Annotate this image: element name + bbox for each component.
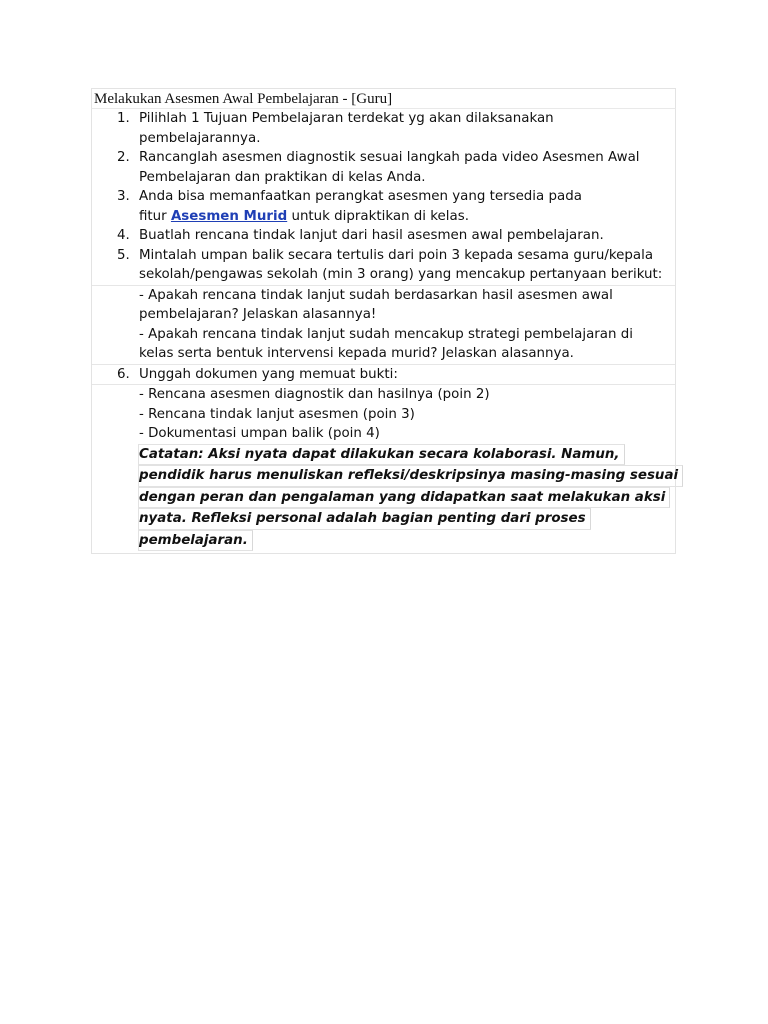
evidence-line: - Rencana asesmen diagnostik dan hasilnya (poin 2) — [139, 387, 490, 402]
list-item-1 — [92, 109, 675, 148]
item-text-line: Pilihlah 1 Tujuan Pembelajaran terdekat yg akan dilaksanakan — [139, 111, 554, 126]
item-text-line — [139, 207, 675, 227]
note-line: nyata. Refleksi personal adalah bagian penting dari proses — [138, 508, 591, 530]
item-number: 5. — [117, 247, 130, 263]
list-item-3 — [92, 187, 675, 226]
item-number: 2. — [117, 150, 130, 165]
question-line: kelas serta bentuk intervensi kepada murid? Jelaskan alasannya. — [139, 346, 574, 361]
item-text-line: Mintalah umpan balik secara tertulis dari poin 3 kepada sesama guru/kepala — [139, 247, 654, 263]
list-item-6 — [92, 364, 675, 385]
item-text-line: sekolah/pengawas sekolah (min 3 orang) yang mencakup pertanyaan berikut: — [139, 267, 663, 282]
item-text-line: Buatlah rencana tindak lanjut dari hasil asesmen awal pembelajaran. — [139, 228, 604, 243]
item-text-line: pembelajarannya. — [139, 130, 261, 146]
document-title: Melakukan Asesmen Awal Pembelajaran - [Guru] — [91, 88, 676, 108]
question-line: pembelajaran? Jelaskan alasannya! — [139, 307, 377, 322]
item-text-line: Rancanglah asesmen diagnostik sesuai langkah pada video Asesmen Awal — [139, 150, 640, 165]
question-line: - Apakah rencana tindak lanjut sudah mencakup strategi pembelajaran di — [139, 326, 633, 342]
asesmen-murid-link[interactable]: Asesmen Murid — [170, 208, 288, 224]
evidence-line: - Rencana tindak lanjut asesmen (poin 3) — [139, 406, 415, 422]
note-line: pembelajaran. — [138, 530, 253, 552]
evidence-line: - Dokumentasi umpan balik (poin 4) — [139, 426, 380, 441]
item-number: 4. — [117, 228, 130, 243]
item-text-suffix: untuk dipraktikan di kelas. — [287, 208, 469, 224]
item-number: 1. — [117, 111, 130, 126]
evidence-list — [92, 384, 679, 553]
item-number: 3. — [117, 189, 130, 204]
note-line: Catatan: Aksi nyata dapat dilakukan secara kolaborasi. Namun, — [138, 444, 625, 466]
document — [91, 88, 679, 554]
item-text-prefix: fitur — [139, 208, 171, 224]
list-item-5 — [92, 246, 675, 285]
item-number: 6. — [117, 366, 130, 382]
question-line: - Apakah rencana tindak lanjut sudah berdasarkan hasil asesmen awal — [139, 287, 613, 303]
note-block — [139, 444, 679, 552]
item-text-line: Anda bisa memanfaatkan perangkat asesmen yang tersedia pada — [139, 189, 582, 204]
item-text-line: Pembelajaran dan praktikan di kelas Anda. — [139, 169, 426, 185]
list-item-4 — [92, 226, 675, 246]
note-line: pendidik harus menuliskan refleksi/deskripsinya masing-masing sesuai — [138, 465, 683, 487]
feedback-questions — [92, 285, 675, 364]
list-item-2 — [92, 148, 675, 187]
instruction-list — [91, 108, 679, 554]
item-text-line: Unggah dokumen yang memuat bukti: — [139, 366, 398, 382]
note-line: dengan peran dan pengalaman yang didapatkan saat melakukan aksi — [138, 487, 670, 509]
